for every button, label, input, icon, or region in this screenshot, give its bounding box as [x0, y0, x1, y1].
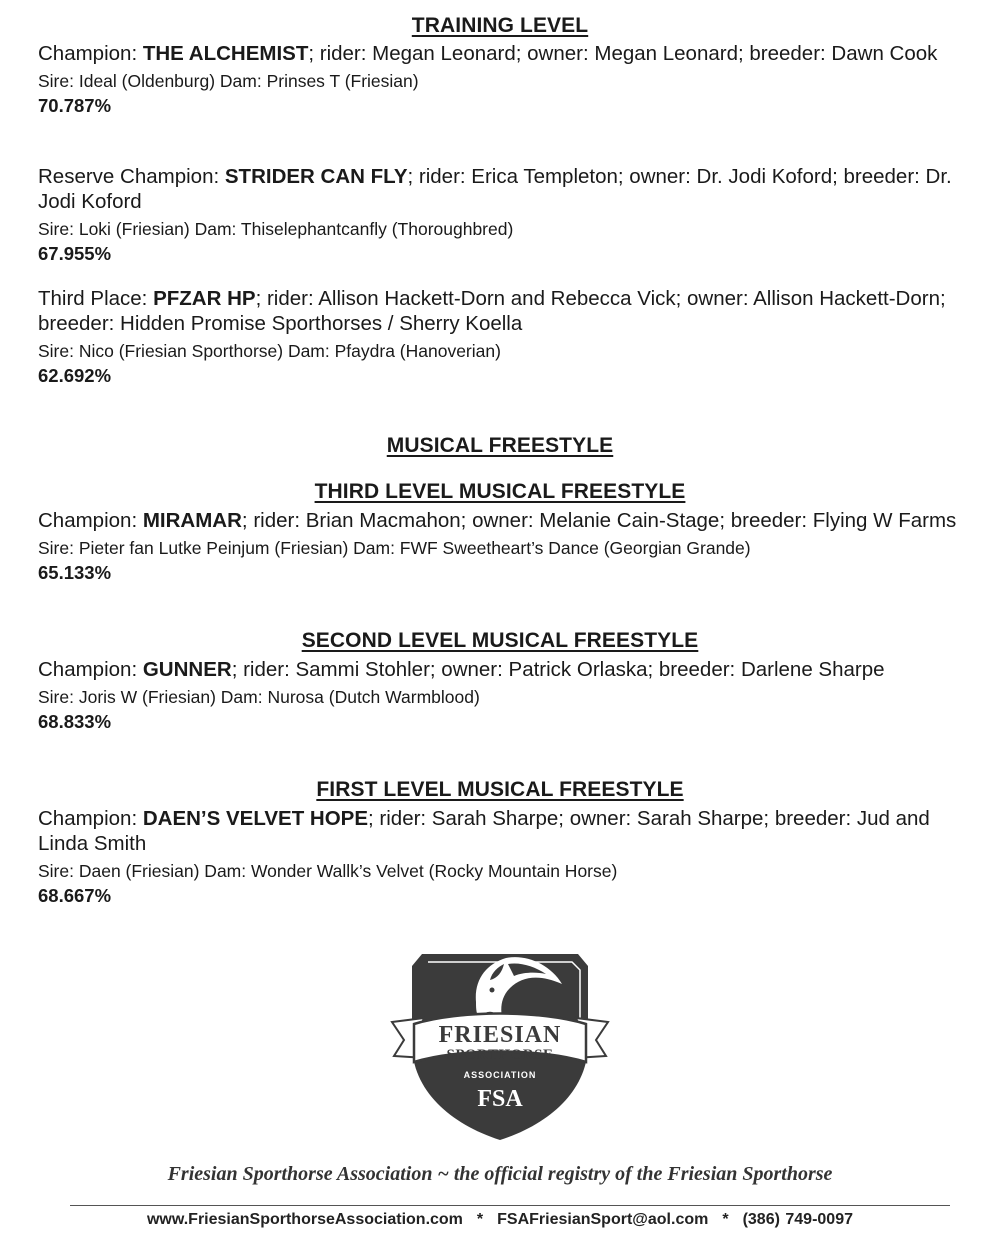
- breeding-line: Sire: Nico (Friesian Sporthorse) Dam: Pfaydra (Hanoverian): [38, 341, 501, 361]
- logo-text-fsa: FSA: [477, 1086, 523, 1112]
- footer-tagline: Friesian Sporthorse Association ~ the official registry of the Friesian Sporthorse: [167, 1163, 833, 1185]
- horse-name: MIRAMAR: [142, 509, 242, 532]
- training-reserve-entry: [38, 164, 978, 265]
- musical-freestyle-heading: MUSICAL FREESTYLE: [386, 434, 614, 457]
- score: 68.833%: [38, 711, 112, 732]
- entry-line: Champion: GUNNER; rider: Sammi Stohler; owner: Patrick Orlaska; breeder: Darlene Sharpe: [38, 658, 885, 681]
- logo-text-friesian: FRIESIAN: [438, 1022, 562, 1048]
- separator: *: [722, 1211, 729, 1228]
- footer-divider: [70, 1205, 950, 1206]
- entry-line: Champion: THE ALCHEMIST; rider: Megan Leonard; owner: Megan Leonard; breeder: Dawn Cook: [38, 42, 938, 65]
- second-level-freestyle-heading: SECOND LEVEL MUSICAL FREESTYLE: [301, 629, 699, 652]
- horse-name: PFZAR HP: [153, 287, 256, 310]
- breeding-line: Sire: Pieter fan Lutke Peinjum (Friesian) Dam: FWF Sweetheart’s Dance (Georgian Grande): [38, 538, 751, 558]
- logo-text-association: ASSOCIATION: [463, 1070, 537, 1080]
- entry-line: Reserve Champion: STRIDER CAN FLY; rider: Erica Templeton; owner: Dr. Jodi Koford; breeder: Dr. Jodi Koford: [38, 165, 952, 213]
- third-level-freestyle-heading: THIRD LEVEL MUSICAL FREESTYLE: [314, 480, 686, 503]
- footer-contact: [0, 1211, 1000, 1229]
- training-champion-entry: [38, 41, 978, 117]
- score: 62.692%: [38, 365, 112, 386]
- score: 65.133%: [38, 562, 112, 583]
- fsa-logo: [390, 940, 610, 1150]
- website-link[interactable]: www.FriesianSporthorseAssociation.com: [146, 1211, 463, 1228]
- separator: *: [476, 1211, 484, 1228]
- entry-line: Champion: MIRAMAR; rider: Brian Macmahon; owner: Melanie Cain-Stage; breeder: Flying W Farms: [38, 509, 957, 532]
- score: 70.787%: [38, 95, 112, 116]
- breeding-line: Sire: Ideal (Oldenburg) Dam: Prinses T (Friesian): [38, 71, 419, 91]
- horse-name: GUNNER: [142, 658, 232, 681]
- third-level-champion-entry: [38, 508, 978, 584]
- first-level-freestyle-heading: FIRST LEVEL MUSICAL FREESTYLE: [316, 778, 684, 801]
- entry-line: Champion: DAEN’S VELVET HOPE; rider: Sarah Sharpe; owner: Sarah Sharpe; breeder: Jud and Linda Smith: [38, 807, 930, 855]
- second-level-champion-entry: [38, 657, 978, 733]
- breeding-line: Sire: Daen (Friesian) Dam: Wonder Wallk’s Velvet (Rocky Mountain Horse): [38, 861, 618, 881]
- breeding-line: Sire: Joris W (Friesian) Dam: Nurosa (Dutch Warmblood): [38, 687, 480, 707]
- horse-name: STRIDER CAN FLY: [224, 165, 408, 188]
- breeding-line: Sire: Loki (Friesian) Dam: Thiselephantcanfly (Thoroughbred): [38, 219, 514, 239]
- entry-line: Third Place: PFZAR HP; rider: Allison Hackett-Dorn and Rebecca Vick; owner: Allison Hackett-Dorn; breeder: Hidden Promise Sporthorses / Sherry Koella: [38, 287, 946, 335]
- horse-name: DAEN’S VELVET HOPE: [142, 807, 369, 830]
- score: 68.667%: [38, 885, 112, 906]
- training-level-heading: TRAINING LEVEL: [411, 14, 589, 37]
- first-level-champion-entry: [38, 806, 978, 907]
- score: 67.955%: [38, 243, 112, 264]
- training-third-entry: [38, 286, 978, 387]
- horse-name: THE ALCHEMIST: [142, 42, 309, 65]
- logo-text-sporthorse: SPORTHORSE: [446, 1047, 554, 1063]
- phone-number: (386) 749-0097: [742, 1211, 853, 1228]
- email-link[interactable]: FSAFriesianSport@aol.com: [497, 1211, 709, 1228]
